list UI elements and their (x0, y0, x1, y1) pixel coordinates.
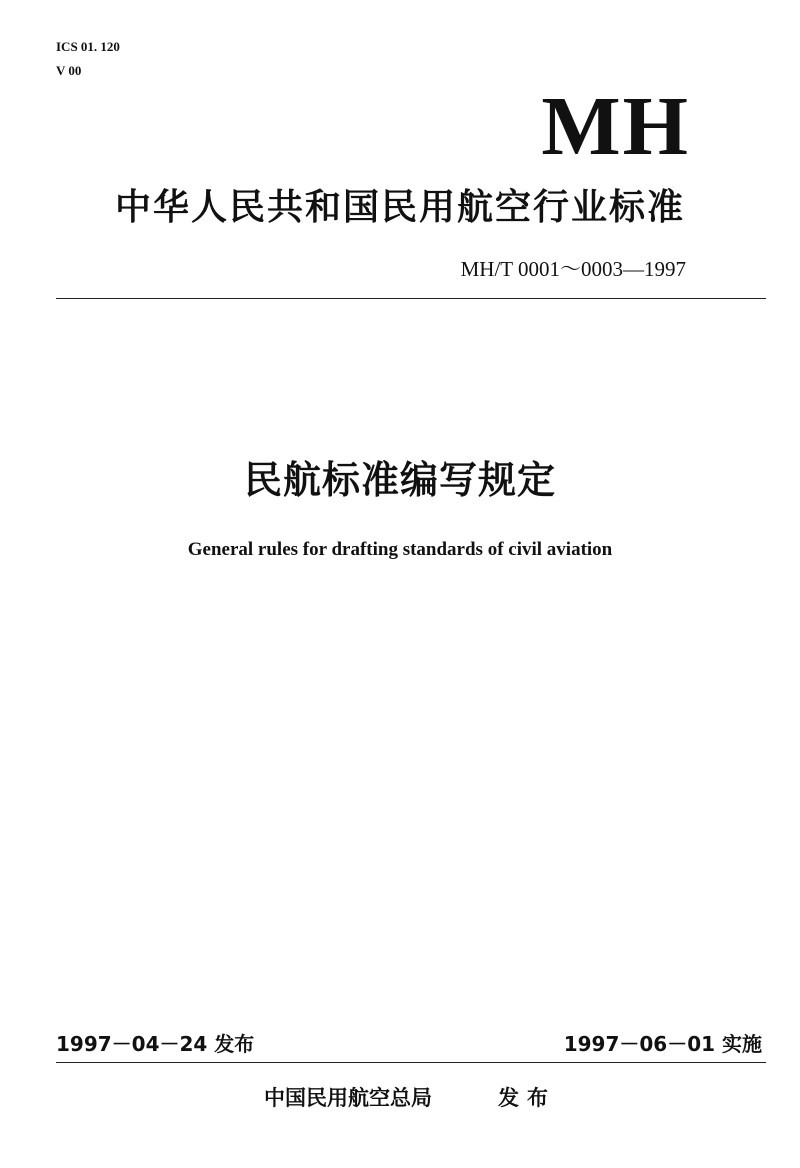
issue-action: 发布 (498, 1086, 556, 1110)
issue-date: 1997－04－24 发布 (56, 1032, 255, 1056)
organization-title: 中华人民共和国民用航空行业标准 (114, 187, 685, 228)
top-divider (56, 298, 766, 299)
mh-logo: MH (541, 80, 690, 173)
document-title-english: General rules for drafting standards of civil aviation (187, 539, 613, 560)
bottom-divider (56, 1062, 766, 1063)
ics-number: ICS 01. 120 (56, 39, 120, 54)
classification-code: V 00 (56, 63, 82, 78)
issuing-authority: 中国民用航空总局 (264, 1086, 432, 1110)
standard-number: MH/T 0001～0003—1997 (460, 257, 686, 281)
implementation-date: 1997－06－01 实施 (563, 1032, 762, 1056)
document-title-chinese: 民航标准编写规定 (243, 458, 556, 502)
